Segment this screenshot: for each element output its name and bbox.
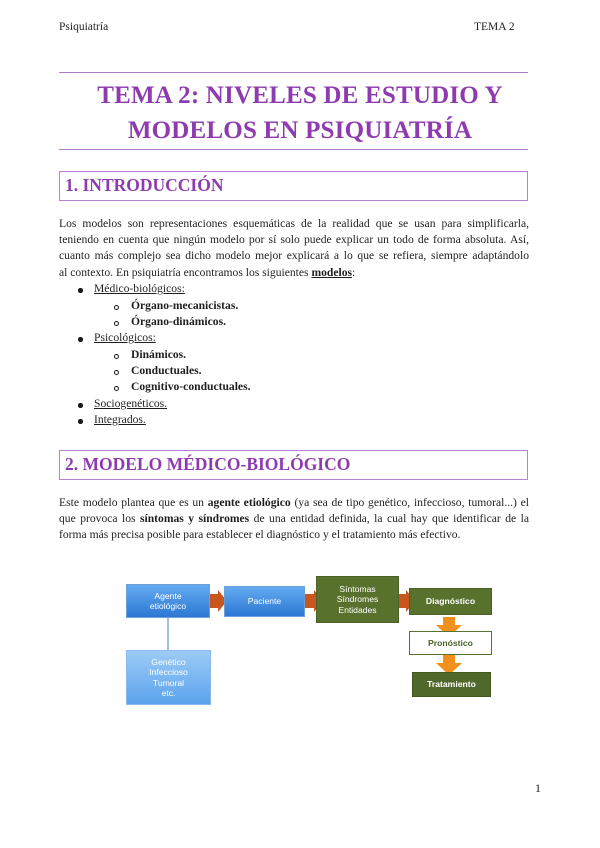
node-causas-line-1: Genético (151, 656, 186, 667)
node-diagnostico (409, 588, 492, 615)
modelo-line-1-a: Este modelo plantea que es un (59, 496, 208, 509)
list-item-sociogeneticos: Sociogenéticos. (94, 397, 168, 410)
intro-line-1: Los modelos son representaciones esquemáticas de la realidad que se usan para simplificarla, (59, 217, 529, 230)
node-tratamiento (412, 672, 491, 697)
node-sintomas (316, 576, 399, 623)
node-sintomas-line-3: Entidades (338, 604, 377, 615)
node-sintomas-line-1: Síntomas (339, 583, 376, 594)
list-item-psicologicos: Psicológicos: (94, 331, 156, 344)
title-line-1: TEMA 2: NIVELES DE ESTUDIO Y (97, 82, 503, 109)
intro-line-4-text: al contexto. En psiquiatría encontramos los siguientes (59, 265, 312, 279)
sub-item-organo-mecanicistas: Órgano-mecanicistas. (131, 299, 239, 312)
node-causas-line-4: etc. (161, 688, 176, 698)
node-agente-line-1: Agente (154, 590, 182, 601)
node-agente-etiologico (126, 584, 210, 618)
running-header-left: Psiquiatría (59, 21, 109, 33)
node-paciente-label: Paciente (247, 596, 282, 607)
modelo-line-1-c: (ya sea de tipo genético, infeccioso, tumoral...) el (290, 496, 529, 509)
intro-line-3: cuanto más complejo sea dicho modelo mejor explicará a lo que se refiera, siempre adaptándolo (59, 249, 529, 263)
keyword-agente-etiologico: agente etiológico (207, 496, 291, 509)
keyword-sintomas-sindromes: síntomas y síndromes (139, 512, 250, 526)
sub-item-cognitivo-conductuales: Cognitivo-conductuales. (131, 380, 251, 393)
node-tratamiento-label: Tratamiento (427, 679, 476, 690)
intro-line-2: teniendo en cuenta que ningún modelo por sí solo puede explicar un todo de forma absoluta. Así, (59, 233, 529, 247)
list-item-medico-biologicos: Médico-biológicos: (94, 282, 185, 295)
node-pronostico-label: Pronóstico (428, 637, 473, 648)
node-pronostico (409, 631, 492, 655)
node-agente-line-2: etiológico (149, 601, 187, 611)
sub-item-dinamicos: Dinámicos. (131, 348, 187, 361)
page-number: 1 (535, 781, 541, 795)
node-causas (126, 650, 211, 705)
modelo-line-2-a: que provoca los (59, 512, 140, 526)
node-diagnostico-label: Diagnóstico (425, 596, 476, 607)
title-line-2: MODELOS EN PSIQUIATRÍA (127, 117, 473, 144)
node-paciente (224, 586, 305, 617)
node-sintomas-line-2: Síndromes (336, 594, 379, 605)
modelo-line-3: forma más precisa posible para establecer el diagnóstico y el tratamiento más efectivo. (59, 528, 461, 542)
section-heading-introduccion: 1. INTRODUCCIÓN (65, 175, 224, 195)
sub-item-conductuales: Conductuales. (131, 364, 202, 377)
section-heading-modelo-medico-biologico: 2. MODELO MÉDICO-BIOLÓGICO (65, 454, 351, 474)
list-item-integrados: Integrados. (94, 413, 146, 426)
node-causas-line-2: Infeccioso (149, 667, 188, 677)
running-header-right: TEMA 2 (474, 21, 515, 33)
intro-line-4-colon: : (352, 265, 356, 279)
keyword-modelos: modelos (311, 265, 353, 279)
modelo-line-2-c: de una entidad definida, la cual hay que identificar de la (249, 512, 529, 526)
node-causas-line-3: Tumoral (152, 677, 185, 688)
sub-item-organo-dinamicos: Órgano-dinámicos. (131, 315, 227, 328)
